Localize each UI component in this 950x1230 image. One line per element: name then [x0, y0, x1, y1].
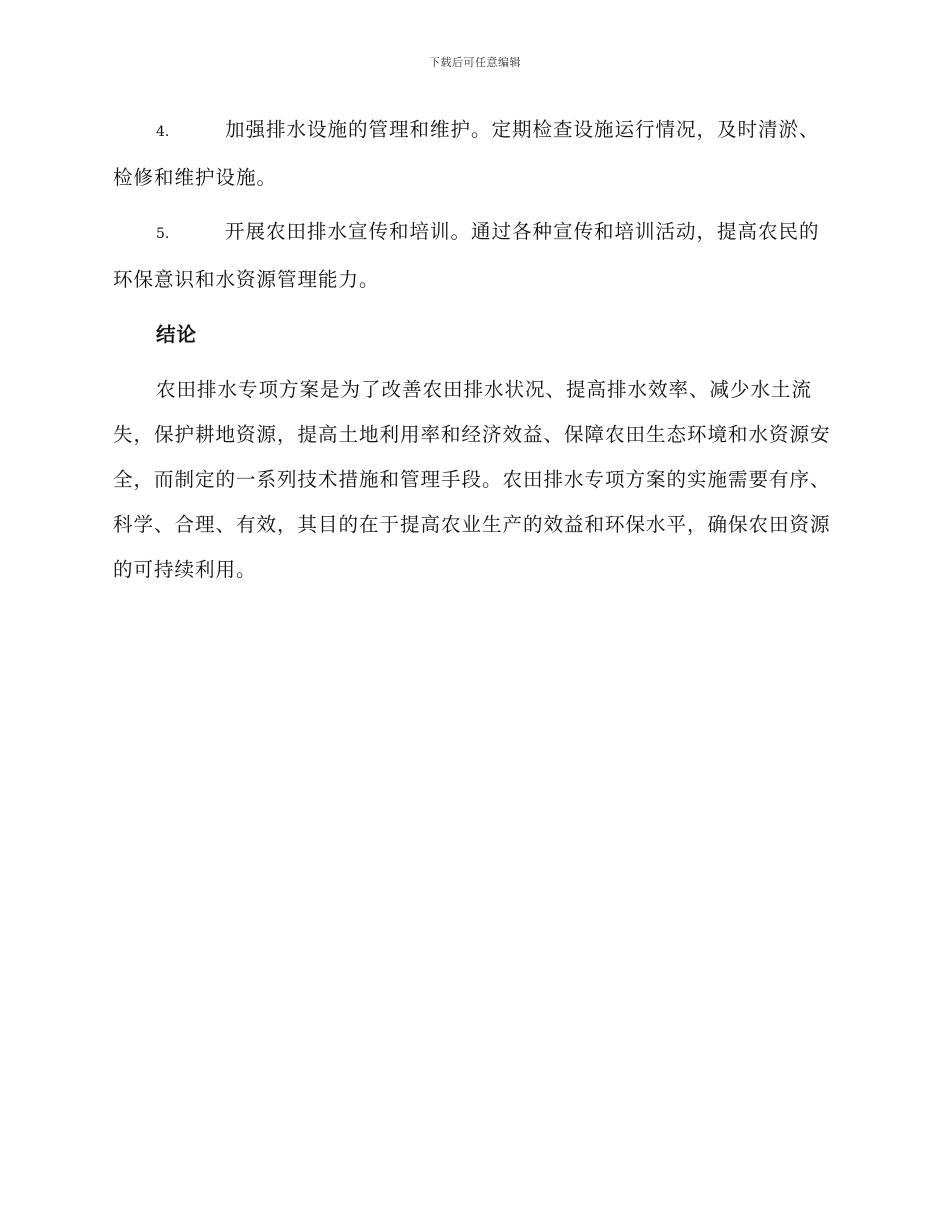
conclusion-heading: 结论 — [156, 323, 198, 346]
list-item-4 — [113, 107, 835, 200]
conclusion-paragraph: 农田排水专项方案是为了改善农田排水状况、提高排水效率、减少水土流失，保护耕地资源，提高土地利用率和经济效益、保障农田生态环境和水资源安全，而制定的一系列技术措施和管理手段。农田排水专项方案的实施需要有序、科学、合理、有效，其目的在于提高农业生产的效益和环保水平，确保农田资源的可持续利用。 — [113, 378, 831, 581]
list-item-number: 4. — [156, 124, 170, 140]
list-item-text: 加强排水设施的管理和维护。定期检查设施运行情况，及时清淤、检修和维护设施。 — [113, 118, 820, 189]
list-item-number: 5. — [156, 226, 170, 242]
list-item-text: 开展农田排水宣传和培训。通过各种宣传和培训活动，提高农民的环保意识和水资源管理能力。 — [113, 220, 820, 291]
list-item-5 — [113, 209, 835, 302]
page-header: 下载后可任意编辑 — [429, 56, 521, 69]
